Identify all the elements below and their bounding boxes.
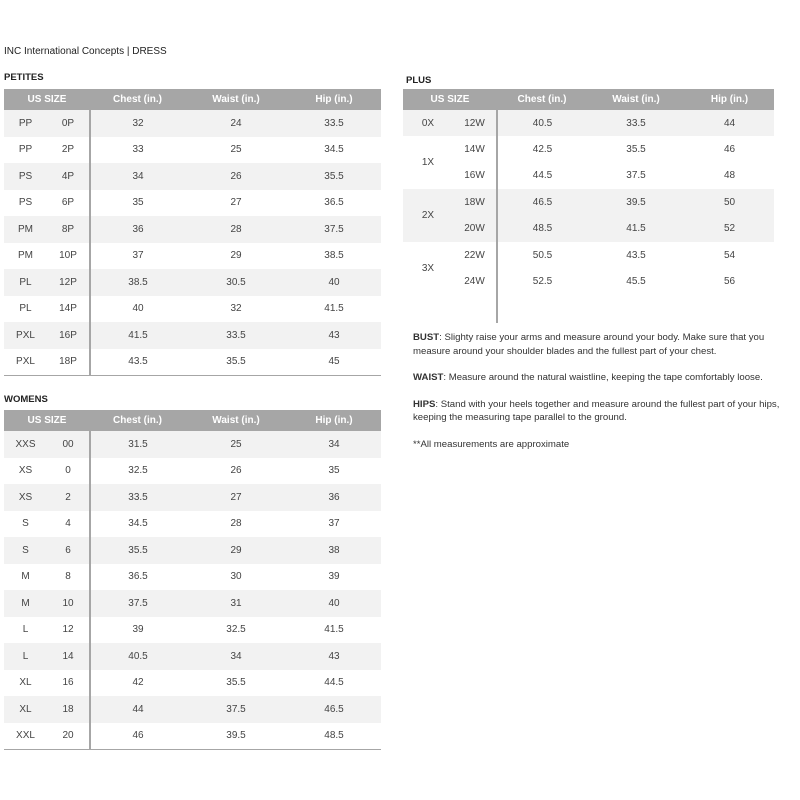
size-letter-cell: PXL [16,356,35,368]
size-number-cell: 14P [47,296,90,323]
size-letter-cell: XL [4,696,47,723]
size-number-cell: 16W [453,163,497,189]
table-row [4,484,381,511]
waist-cell: 29 [230,250,242,262]
table-row [4,163,381,190]
approximate-note [413,438,798,452]
chest-header: Chest (in.) [497,89,587,110]
plus-size-table [403,89,775,323]
size-number-cell: 10 [47,590,90,617]
hip-cell: 50 [685,189,774,215]
size-number-cell: 16 [47,670,90,697]
chest-header: Chest (in.) [90,410,185,431]
size-number-cell: 18 [47,696,90,723]
size-letter-cell: PP [4,110,47,137]
hip-header: Hip (in.) [287,89,381,110]
waist-cell: 39.5 [226,730,246,742]
measurement-notes [413,331,798,464]
size-number-cell: 18W [453,189,497,215]
chest-cell: 34.5 [128,518,148,530]
hip-cell: 45 [328,356,340,368]
waist-cell: 29 [185,537,287,564]
hip-cell: 33.5 [287,110,381,137]
waist-cell: 32.5 [226,624,246,636]
waist-cell: 27 [185,484,287,511]
size-number-cell: 12P [47,269,90,296]
hip-cell: 34 [287,431,381,458]
chest-cell: 42 [132,677,144,689]
size-letter-cell: PP [18,144,33,156]
womens-size-table [4,410,381,750]
size-number-cell: 18P [47,349,90,376]
chest-cell: 33.5 [90,484,185,511]
chest-cell: 40.5 [90,643,185,670]
size-number-cell: 20 [47,723,90,750]
table-row [4,296,381,323]
waist-cell: 30.5 [185,269,287,296]
chest-cell: 35.5 [90,537,185,564]
waist-cell: 32 [230,303,242,315]
chest-cell: 44.5 [532,170,553,182]
size-letter-cell: 0X [403,110,453,136]
table-row [4,564,381,591]
chest-cell: 41.5 [90,322,185,349]
hip-cell: 41.5 [324,303,344,315]
waist-cell: 33.5 [185,322,287,349]
empty-cell [497,295,587,323]
waist-cell: 45.5 [626,276,646,288]
waist-header: Waist (in.) [587,89,685,110]
table-row [4,723,381,750]
table-row [4,511,381,538]
table-row [4,216,381,243]
chest-cell: 34 [90,163,185,190]
size-number-cell: 14 [47,643,90,670]
table-row [4,190,381,217]
petites-size-table [4,89,381,376]
table-row [403,110,774,136]
size-number-cell: 4 [47,511,90,538]
chest-cell: 42.5 [532,144,553,156]
hip-cell: 38.5 [324,250,344,262]
womens-label: WOMENS [4,394,48,405]
hip-cell: 39 [328,571,340,583]
size-number-cell: 8 [47,564,90,591]
bust-note [413,331,798,358]
hip-cell: 40 [287,590,381,617]
size-letter-cell: S [4,537,47,564]
table-header-row [4,89,381,110]
size-letter-cell: XS [18,465,33,477]
chest-cell: 31.5 [90,431,185,458]
table-row [4,670,381,697]
size-letter-cell: 1X [421,157,435,169]
size-number-cell: 6 [47,537,90,564]
table-row [403,163,774,189]
table-row [4,458,381,485]
size-number-cell: 6P [47,190,90,217]
size-number-cell: 10P [47,243,90,270]
chest-cell: 32.5 [128,465,148,477]
chest-cell: 40 [132,303,144,315]
waist-cell: 35.5 [226,677,246,689]
hip-cell: 48 [723,170,736,182]
size-letter-cell: PXL [4,322,47,349]
hip-cell: 37.5 [287,216,381,243]
note-text: : Slighty raise your arms and measure around your body. Make sure that you measure around your shoulder blades and the fullest part of your chest. [413,332,765,357]
size-number-cell: 00 [47,431,90,458]
hip-cell: 40 [287,269,381,296]
size-number-cell: 0 [47,458,90,485]
waist-cell: 33.5 [587,110,685,136]
note-term: WAIST [413,372,444,383]
note-text: **All measurements are approximate [413,438,570,450]
hip-cell: 56 [723,276,736,288]
size-number-cell: 8P [47,216,90,243]
size-number-cell: 16P [47,322,90,349]
size-letter-cell: M [4,590,47,617]
hip-cell: 48.5 [324,730,344,742]
waist-cell: 31 [185,590,287,617]
empty-cell [685,295,774,323]
page-title: INC International Concepts | DRESS [4,46,167,57]
chest-cell: 35 [132,197,144,209]
empty-cell [403,295,453,323]
table-row [4,322,381,349]
hip-cell: 38 [287,537,381,564]
table-row [4,110,381,137]
chest-cell: 46.5 [497,189,587,215]
hip-cell: 44.5 [324,677,344,689]
size-letter-cell: M [21,571,30,583]
table-row [4,243,381,270]
table-row [403,216,774,242]
plus-label: PLUS [406,75,432,86]
hip-cell: 35 [328,465,340,477]
table-row [403,268,774,294]
table-row [4,137,381,164]
hip-cell: 54 [723,249,736,261]
chest-cell: 46 [132,730,144,742]
waist-cell: 35.5 [626,144,646,156]
note-text: : Measure around the natural waistline, keeping the tape comfortably loose. [443,372,763,383]
table-header-row [4,410,381,431]
size-letter-cell: PM [18,250,33,262]
size-letter-cell: PS [18,197,33,209]
waist-cell: 37.5 [185,696,287,723]
waist-cell: 24 [185,110,287,137]
hip-cell: 36.5 [324,197,344,209]
size-number-cell: 2P [47,137,90,164]
hip-cell: 43 [287,643,381,670]
size-number-cell: 12 [47,617,90,644]
hip-cell: 36 [287,484,381,511]
chest-cell: 50.5 [532,249,553,261]
note-term: BUST [413,332,440,343]
size-number-cell: 4P [47,163,90,190]
size-letter-cell: 3X [421,262,435,274]
waist-cell: 25 [230,144,242,156]
size-number-cell: 12W [453,110,497,136]
note-term: HIPS [413,398,436,410]
hip-cell: 46.5 [287,696,381,723]
size-letter-cell: PS [4,163,47,190]
chest-header: Chest (in.) [90,89,185,110]
hip-cell: 43 [287,322,381,349]
size-letter-cell: XXL [16,730,35,742]
chest-cell: 36.5 [128,571,148,583]
table-row [403,189,774,215]
chest-cell: 40.5 [497,110,587,136]
chest-cell: 44 [90,696,185,723]
size-number-cell: 22W [453,242,497,268]
size-number-cell: 24W [453,268,497,294]
us-size-header: US SIZE [4,410,90,431]
chest-cell: 32 [90,110,185,137]
size-letter-cell: PL [19,303,32,315]
chest-cell: 43.5 [128,356,148,368]
chest-cell: 38.5 [90,269,185,296]
chest-cell: 37 [132,250,144,262]
table-row [4,431,381,458]
table-header-row [403,89,774,110]
size-letter-cell: L [4,643,47,670]
waist-cell: 41.5 [587,216,685,242]
table-row [4,349,381,376]
waist-cell: 28 [185,216,287,243]
size-letter-cell: L [22,624,29,636]
size-number-cell: 0P [47,110,90,137]
hip-cell: 41.5 [324,624,344,636]
hip-cell: 46 [723,144,736,156]
hip-header: Hip (in.) [287,410,381,431]
waist-cell: 43.5 [626,249,646,261]
size-number-cell: 20W [453,216,497,242]
table-row [4,643,381,670]
waist-cell: 27 [230,197,242,209]
chest-cell: 48.5 [497,216,587,242]
empty-cell [587,295,685,323]
table-row [4,696,381,723]
size-number-cell: 14W [453,136,497,162]
table-row [4,537,381,564]
chest-cell: 37.5 [90,590,185,617]
waist-cell: 34 [185,643,287,670]
hips-note [413,398,798,425]
waist-header: Waist (in.) [185,89,287,110]
hip-cell: 37 [328,518,340,530]
size-letter-cell: PL [4,269,47,296]
size-letter-cell: XXS [4,431,47,458]
us-size-header: US SIZE [403,89,497,110]
hip-cell: 44 [685,110,774,136]
size-number-cell: 2 [47,484,90,511]
chest-cell: 36 [90,216,185,243]
chest-cell: 39 [132,624,144,636]
table-row [4,269,381,296]
chest-cell: 52.5 [532,276,553,288]
table-row [4,590,381,617]
waist-cell: 25 [185,431,287,458]
hip-cell: 35.5 [287,163,381,190]
size-letter-cell: XS [4,484,47,511]
waist-cell: 39.5 [587,189,685,215]
size-letter-cell: S [22,518,29,530]
table-spacer-row [403,295,774,323]
chest-cell: 33 [132,144,144,156]
waist-cell: 37.5 [626,170,646,182]
table-row [403,136,774,162]
size-letter-cell: 2X [403,189,453,242]
size-letter-cell: PM [4,216,47,243]
us-size-header: US SIZE [4,89,90,110]
empty-cell [453,295,497,323]
waist-cell: 30 [230,571,242,583]
size-letter-cell: XL [19,677,32,689]
waist-cell: 26 [230,465,242,477]
waist-header: Waist (in.) [185,410,287,431]
petites-label: PETITES [4,72,44,83]
waist-cell: 35.5 [226,356,246,368]
waist-cell: 28 [230,518,242,530]
note-text: : Stand with your heels together and measure around the fullest part of your hips, keeping the measuring tape parallel to the ground. [413,398,780,423]
hip-cell: 34.5 [324,144,344,156]
table-row [403,242,774,268]
waist-note [413,371,798,385]
table-row [4,617,381,644]
hip-header: Hip (in.) [685,89,774,110]
hip-cell: 52 [685,216,774,242]
waist-cell: 26 [185,163,287,190]
